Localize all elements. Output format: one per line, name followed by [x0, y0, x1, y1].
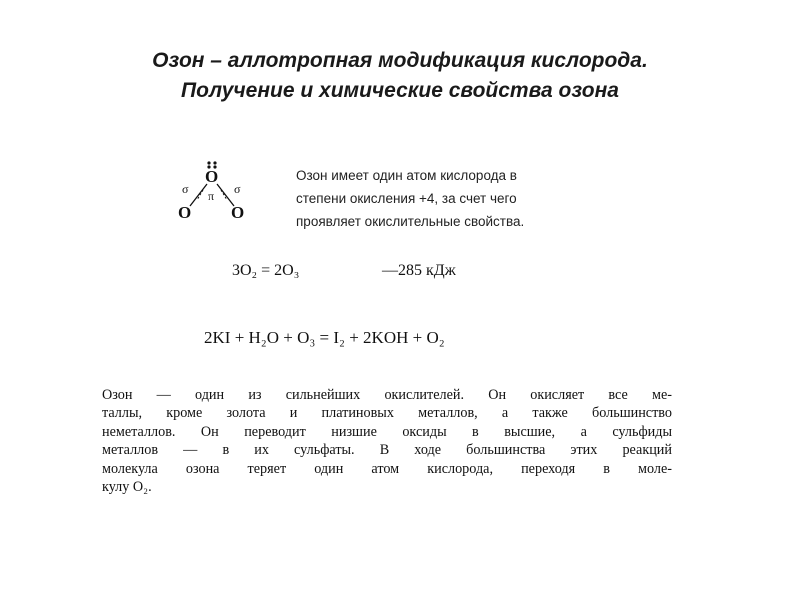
- ozone-formation-equation: [232, 262, 456, 280]
- left-oxygen-atom: O: [178, 203, 192, 222]
- formation-reaction: 3O₂ = 2O₃: [232, 262, 300, 279]
- note-line-3: проявляет окислительные свойства.: [296, 214, 525, 229]
- formation-energy: —285 кДж: [382, 262, 456, 279]
- paragraph-line-2: таллы, кроме золота и платиновых металлов, а также большинство: [102, 405, 672, 422]
- sigma-label-left: σ: [182, 182, 189, 196]
- ozone-structure-diagram: [172, 160, 252, 224]
- paragraph-line-1: Озон — один из сильнейших окислителей. Он окисляет все ме-: [102, 387, 672, 403]
- potassium-iodide-equation: 2KI + H₂O + O₃ = I₂ + 2KOH + O₂: [204, 328, 445, 347]
- paragraph-line-4: металлов — в их сульфаты. В ходе большинства этих реакций: [102, 442, 672, 459]
- oxidation-state-note: [296, 164, 616, 233]
- pi-label: π: [208, 189, 215, 203]
- note-line-2: степени окисления +4, за счет чего: [296, 191, 517, 206]
- title-line-1: Озон – аллотропная модификация кислорода.: [152, 49, 648, 72]
- lone-pair-dot: [213, 161, 216, 164]
- paragraph-line-3: неметаллов. Он переводит низшие оксиды в высшие, а сульфиды: [102, 423, 672, 440]
- bond-left: [190, 184, 207, 206]
- sigma-label-right: σ: [234, 182, 241, 196]
- right-oxygen-atom: O: [231, 203, 245, 222]
- title-line-2: Получение и химические свойства озона: [181, 79, 619, 102]
- central-oxygen-atom: O: [205, 167, 219, 186]
- properties-paragraph: [102, 386, 672, 496]
- paragraph-line-6: кулу O₂.: [102, 479, 152, 496]
- lone-pair-dot: [207, 161, 210, 164]
- paragraph-line-5: молекула озона теряет один атом кислорода, переходя в моле-: [102, 460, 672, 477]
- page-title: [40, 46, 760, 106]
- note-line-1: Озон имеет один атом кислорода в: [296, 168, 517, 183]
